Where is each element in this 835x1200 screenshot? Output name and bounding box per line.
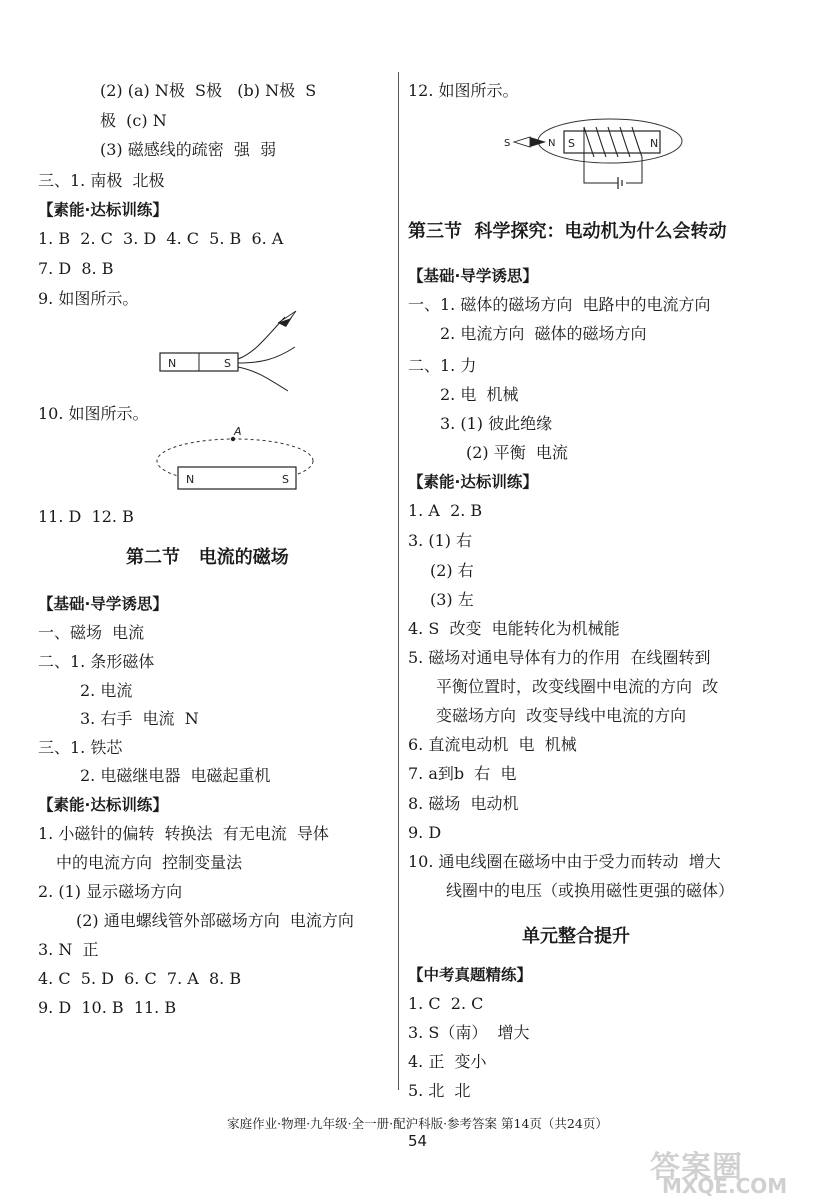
answer-line: 10. 通电线圈在磁场中由于受力而转动 增大: [408, 852, 721, 871]
answer-line: 4. C 5. D 6. C 7. A 8. B: [38, 969, 242, 988]
answer-line: 2. 电 机械: [440, 385, 519, 404]
section-header: 【素能·达标训练】: [38, 796, 168, 814]
answer-line: 二、1. 力: [408, 356, 477, 375]
answer-line: 3. (1) 右: [408, 531, 473, 550]
answer-line: 6. 直流电动机 电 机械: [408, 735, 577, 754]
answer-line: 8. 磁场 电动机: [408, 794, 519, 813]
answer-line: 12. 如图所示。: [408, 81, 519, 100]
answer-line: 10. 如图所示。: [38, 404, 149, 423]
answer-line: 9. 如图所示。: [38, 289, 139, 308]
answer-line: 线圈中的电压（或换用磁性更强的磁体）: [446, 881, 735, 900]
answer-line: 7. D 8. B: [38, 259, 114, 278]
magnet-n-label: N: [186, 473, 195, 486]
answer-line: 2. 电磁继电器 电磁起重机: [80, 766, 271, 785]
answer-line: (2) (a) N极 S极 (b) N极 S: [100, 81, 317, 100]
answer-line: (2) 平衡 电流: [466, 443, 568, 462]
column-divider: [398, 72, 399, 1090]
section-title: 第二节 电流的磁场: [126, 547, 289, 568]
answer-line: 变磁场方向 改变导线中电流的方向: [436, 706, 687, 725]
answer-line: 一、磁场 电流: [38, 623, 145, 642]
answer-line: 3. (1) 彼此绝缘: [440, 414, 553, 433]
answer-line: 5. 北 北: [408, 1081, 471, 1100]
answer-line: 2. (1) 显示磁场方向: [38, 882, 183, 901]
section-header: 【素能·达标训练】: [38, 201, 168, 219]
section-title: 单元整合提升: [522, 926, 630, 947]
answer-line: 5. 磁场对通电导体有力的作用 在线圈转到: [408, 648, 711, 667]
answer-line: 3. 右手 电流 N: [80, 709, 199, 728]
answer-line: 极 (c) N: [100, 111, 167, 130]
answer-line: 9. D 10. B 11. B: [38, 998, 177, 1017]
point-a-label: A: [234, 425, 242, 438]
answer-line: 1. A 2. B: [408, 501, 483, 520]
answer-line: 4. 正 变小: [408, 1052, 487, 1071]
solenoid-s-label: S: [568, 137, 575, 150]
answer-line: 1. 小磁针的偏转 转换法 有无电流 导体: [38, 824, 329, 843]
answer-line: 二、1. 条形磁体: [38, 652, 155, 671]
answer-line: 2. 电流方向 磁体的磁场方向: [440, 324, 647, 343]
section-header: 【基础·导学诱思】: [38, 595, 168, 613]
answer-line: 3. S（南） 增大: [408, 1023, 530, 1042]
figure-solenoid: [500, 103, 690, 198]
magnet-s-label: S: [282, 473, 289, 486]
answer-line: (2) 通电螺线管外部磁场方向 电流方向: [76, 911, 354, 930]
answer-line: (3) 磁感线的疏密 强 弱: [100, 140, 277, 159]
figure-bar-magnet-field: [150, 305, 310, 395]
footer-caption: 家庭作业·物理·九年级·全一册·配沪科版·参考答案 第14页（共24页）: [227, 1116, 608, 1131]
answer-line: 4. S 改变 电能转化为机械能: [408, 619, 620, 638]
section-title: 第三节 科学探究：电动机为什么会转动: [408, 221, 727, 242]
answer-line: 11. D 12. B: [38, 507, 134, 526]
page-number: 54: [407, 1132, 428, 1150]
compass-n-label: N: [548, 138, 556, 149]
figure-magnet-dashed-line: [150, 425, 320, 500]
section-header: 【基础·导学诱思】: [408, 267, 538, 285]
answer-line: 9. D: [408, 823, 442, 842]
watermark-logo: 答案圈: [650, 1150, 743, 1185]
answer-line: 1. C 2. C: [408, 994, 484, 1013]
answer-line: 3. N 正: [38, 940, 99, 959]
compass-s-label: S: [504, 138, 511, 149]
solenoid-n-label: N: [650, 137, 659, 150]
answer-line: 7. a到b 右 电: [408, 764, 517, 783]
section-header: 【素能·达标训练】: [408, 473, 538, 491]
answer-line: 一、1. 磁体的磁场方向 电路中的电流方向: [408, 295, 711, 314]
section-header: 【中考真题精练】: [408, 966, 533, 984]
answer-line: (3) 左: [430, 590, 474, 609]
answer-line: 2. 电流: [80, 681, 133, 700]
answer-line: 1. B 2. C 3. D 4. C 5. B 6. A: [38, 229, 284, 248]
answer-line: 平衡位置时，改变线圈中电流的方向 改: [436, 677, 719, 696]
answer-line: 三、1. 铁芯: [38, 738, 123, 757]
answer-line: (2) 右: [430, 561, 474, 580]
magnet-n-label: N: [168, 357, 177, 370]
answer-line: 中的电流方向 控制变量法: [56, 853, 243, 872]
magnet-s-label: S: [224, 357, 231, 370]
watermark-url: MXQE.COM: [662, 1174, 788, 1198]
answer-line: 三、1. 南极 北极: [38, 171, 165, 190]
